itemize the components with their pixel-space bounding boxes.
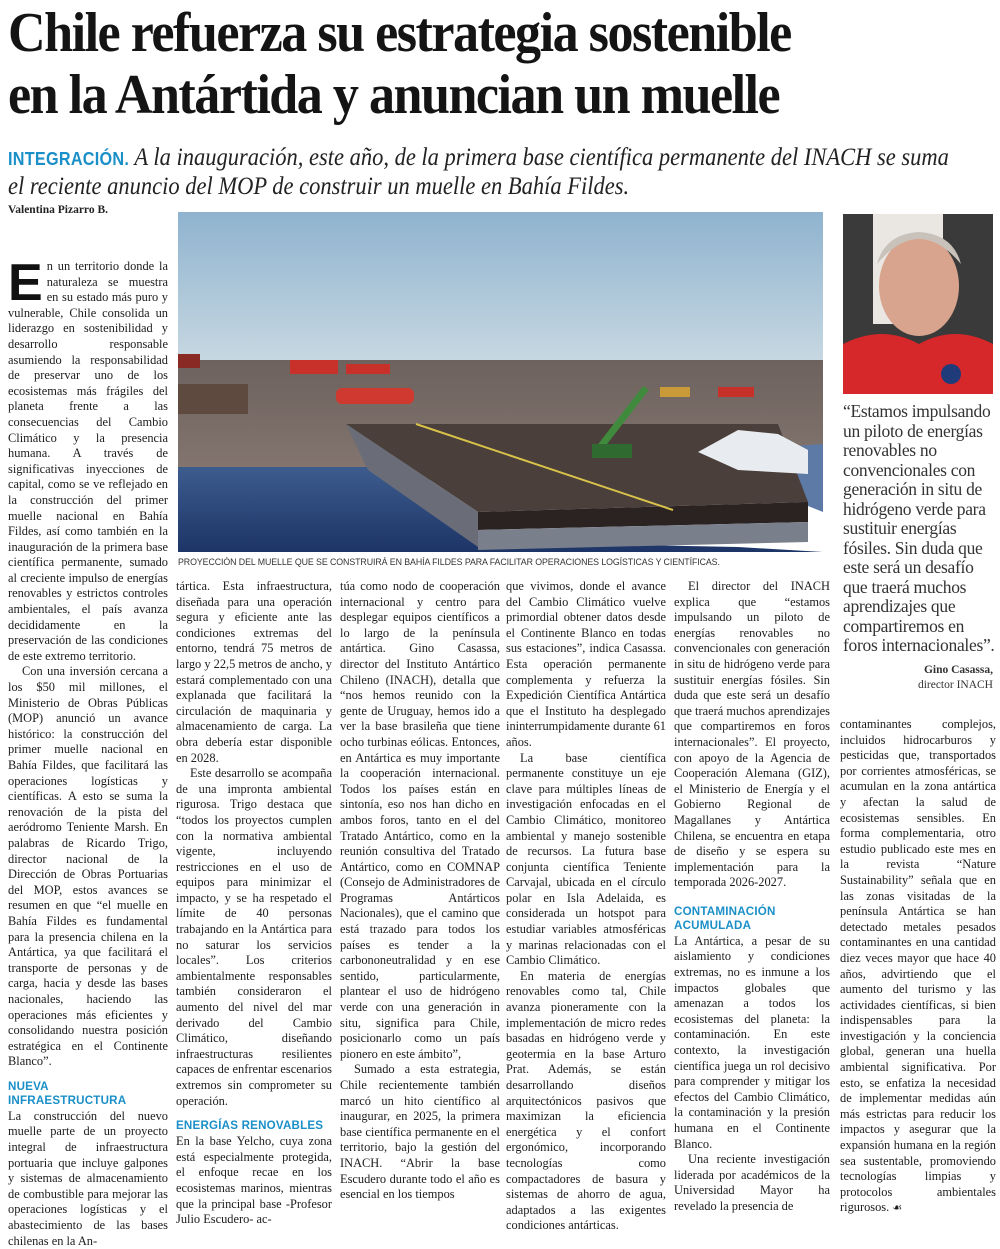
section-heading-energias-renovables: ENERGÍAS RENOVABLES [176,1119,324,1133]
quote-author-role: director INACH [917,679,993,691]
paragraph: El director del INACH explica que “estamos impulsando un piloto de energías renovables no convencionales con generación in situ de hidrógeno verde para sustituir energías fósiles. Sin duda que este será un desafío que traerá muchos aprendizajes que compartiremos en foros internacionales”. El proyecto, con apoyo de la Agencia de Cooperación Alemana (GIZ), el Ministerio de Energía y el Gobierno Regional de Magallanes y Antártica Chilena, se encuentra en etapa de diseño y se espera su implementación para la temporada 2026-2027. [674,579,830,890]
article-column-6 [840,717,996,1216]
face [879,236,959,336]
paragraph: La construcción del nuevo muelle parte de un proyecto integral de infraestructura portuaria que incluye galpones y sistemas de almacenamiento de combustible para mejorar las operaciones logísticas y el abastecimiento de las bases chilenas en la An- [8,1108,168,1248]
paragraph: En la base Yelcho, cuya zona está especialmente protegida, el enfoque recae en los ecosistemas marinos, mientras que la principal base -Profesor Julio Escudero- ac- [176,1134,332,1227]
red-building [290,360,338,374]
pull-quote: “Estamos impulsando un piloto de energías renovables no convencionales con generación in situ de hidrógeno verde para sustituir energías fósiles. Sin duda que este será un desafío que traerá muchos aprendizajes que compartiremos en foros internacionales”. [843,401,995,655]
paragraph: que vivimos, donde el avance del Cambio Climático vuelve primordial obtener datos desde el Continente Blanco en todas sus estaciones”, indica Casassa. Esta operación permanente complementa y refuerza la Expedición Científica Antártica que el Instituto ha desplegado ininterrumpidamente durante 61 años. [506,579,666,749]
quote-attribution [843,663,993,693]
portrait-photo [843,214,993,394]
article-column-2 [176,579,332,1228]
paragraph [840,717,996,1216]
paragraph: Una reciente investigación liderada por académicos de la Universidad Mayor ha revelado la presencia de [674,1152,830,1213]
quote-author: Gino Casassa, [923,664,993,676]
container [718,387,754,397]
red-building [346,364,390,374]
paragraph: La Antártica, a pesar de su aislamiento y condiciones extremas, no es inmune a los impactos globales que amenazan a todos los ecosistemas del planeta: la contaminación. En este contexto, la investigación científica juega un rol decisivo para comprender y mitigar los efectos del Cambio Climático, la contaminación y la presión humana en el Continente Blanco. [674,933,830,1151]
headline [8,2,929,126]
headline-line-1: Chile refuerza su estrategia sostenible [8,2,791,64]
deck-kicker: INTEGRACIÓN. [8,149,130,169]
red-building [178,354,200,368]
paragraph: Este desarrollo se acompaña de una impronta ambiental rigurosa. Trigo destaca que “todos los proyectos cumplen con la normativa ambiental vigente, incluyendo restricciones en el uso de equipos para minimizar el impacto, y se ha respetado el límite de 40 personas trabajando en la Antártica para no saturar los servicios locales”. Los criterios ambientalmente responsables también consideraron el aumento del nivel del mar derivado del Cambio Climático, diseñando infraestructuras resilientes capaces de enfrentar escenarios extremos sin comprometer su operación. [176,766,332,1108]
article-column-3 [340,579,500,1203]
section-heading-contaminacion-acumulada: CONTAMINACIÓN ACUMULADA [674,904,776,932]
paragraph [8,254,168,664]
paragraph: Con una inversión cercana a los $50 mil millones, el Ministerio de Obras Públicas (MOP) anunció un avance histórico: la construcción del primer muelle nacional en Bahía Fildes, que facilitará las operaciones logísticas y científicas. A esto se suma la renovación de la pista del aeródromo Teniente Marsh. En palabras de Ricardo Trigo, director nacional de la Dirección de Obras Portuarias del MOP, estos avances se resumen en que “el muelle en Bahía Fildes es fundamental para la presencia chilena en la Antártica, ya que facilitará el transporte de personas y de carga, hacia y desde las bases nacionales, haciendo las operaciones más eficientes y consolidando nuestra posición estratégica en el Continente Blanco”. [8,664,168,1069]
article-column-1 [8,254,168,1249]
sky [178,212,823,367]
paragraph: La base científica permanente constituye un eje clave para múltiples líneas de investigación enfocadas en el Cambio Climático, monitoreo ambiental y manejo sostenible de recursos. La futura base conjunta científica Teniente Carvajal, ubicada en el círculo polar en Isla Adelaida, es considerada un hotspot para estudiar variables atmosféricas y marinas relacionadas con el Cambio Climático. [506,750,666,968]
deck-text: A la inauguración, este año, de la primera base científica permanente del INACH se suma el reciente anuncio del MOP de construir un muelle en Bahía Fildes. [8,144,949,200]
byline: Valentina Pizarro B. [8,204,108,216]
pier-photo [178,212,823,552]
paragraph-text: contaminantes complejos, incluidos hidrocarburos y pesticidas que, transportados por corrientes atmosféricas, se acumulan en la zona antártica y afectan la salud de ecosistemas sensibles. En forma complementaria, otro estudio publicado este mes en la revista “Nature Sustainability” señala que en las zonas visitadas de la península Antártica se han detectado metales pesados contaminantes en una cantidad diez veces mayor que hace 40 años, advirtiendo que el aumento del turismo y las actividades científicas, si bien indispensables para la investigación y la conciencia global, generan una huella ambiental significativa. Por esto, se enfatiza la necesidad de implementar medidas aún más estrictas para reducir los impactos y asegurar que la expansión humana en la región sea sustentable, promoviendo tecnologías limpias y protocolos ambientales rigurosos. [840,717,996,1215]
container [660,387,690,397]
inach-patch-icon [941,364,961,384]
pier-render-illustration [178,212,823,552]
article-column-5 [674,579,830,1215]
article-column-4 [506,579,666,1234]
portrait-illustration [843,214,993,394]
photo-caption: PROYECCIÓN DEL MUELLE QUE SE CONSTRUIRÁ EN BAHÍA FILDES PARA FACILITAR OPERACIONES LOGÍSTICAS Y CIENTÍFICAS. [178,557,720,568]
paragraph: tártica. Esta infraestructura, diseñada para una operación segura y eficiente ante las condiciones extremas del entorno, tendrá 75 metros de largo y 22,5 metros de ancho, y estará complementado con una explanada que facilitará la circulación de maquinaria y almacenamiento de carga. La obra debería estar disponible en 2028. [176,579,332,765]
end-mark-icon: ☙ [892,1201,903,1215]
paragraph-text: n un territorio donde la naturaleza se muestra en su estado más puro y vulnerable, Chile consolida un liderazgo en sostenibilidad y desarrollo responsable asumiendo la responsabilidad de preservar uno de los ecosistemas más frágiles del planeta frente a las consecuencias del Cambio Climático y la presencia humana. A través de significativas inyecciones de capital, como se ve reflejado en la construcción del primer muelle nacional en Bahía Fildes, así como también en la inauguración de la primera base científica permanente, sumado al creciente impulso de energías renovables y estrictos controles ambientales, el país avanza decididamente en la preservación de las condiciones de este extremo territorio. [8,259,168,663]
section-heading-nueva-infraestructura: NUEVA INFRAESTRUCTURA [8,1079,127,1107]
deck [8,144,962,200]
warehouse [178,384,248,414]
headline-line-2: en la Antártida y anuncian un muelle [8,64,780,126]
paragraph: Sumado a esta estrategia, Chile recientemente también marcó un hito científico al inaugurar, en 2025, la primera base científica permanente en el territorio, bajo la gestión del INACH. “Abrir la base Escudero durante todo el año es esencial en los tiempos [340,1062,500,1202]
drop-cap: E [8,254,43,312]
paragraph: túa como nodo de cooperación internacional y centro para desplegar equipos científicos a lo largo de la península antártica. Gino Casassa, director del Instituto Antártico Chileno (INACH), detalla que “nos hemos reunido con la gente de Uruguay, hemos ido a ver la base brasileña que tiene ocho turbinas eólicas. Entonces, en Antártica es muy importante la cooperación internacional. Todos los países están en sintonía, eso nos han dicho en ambos foros, tanto en el del Tratado Antártico, como en la reunión consultiva del Tratado Antártico, como en COMNAP (Consejo de Administradores de Programas Antárticos Nacionales), que el camino que está trazado para todos los países es tender a la carbononeutralidad y en ese sentido, particularmente, plantear el uso de hidrógeno verde con una generación in situ, significa para Chile, posicionarlo como un país pionero en este ámbito”, [340,579,500,1061]
red-tanks [336,388,414,404]
paragraph: En materia de energías renovables como tal, Chile avanza pioneramente con la implementación de micro redes basadas en hidrógeno verde y geotermia en la base Arturo Prat. Además, se están desarrollando diseños arquitectónicos pasivos que maximizan la eficiencia energética y el confort ergonómico, incorporando tecnologías como compactadores de basura y sistemas de ahorro de agua, adaptados a las exigentes condiciones antárticas. [506,968,666,1233]
crane-base [592,444,632,458]
